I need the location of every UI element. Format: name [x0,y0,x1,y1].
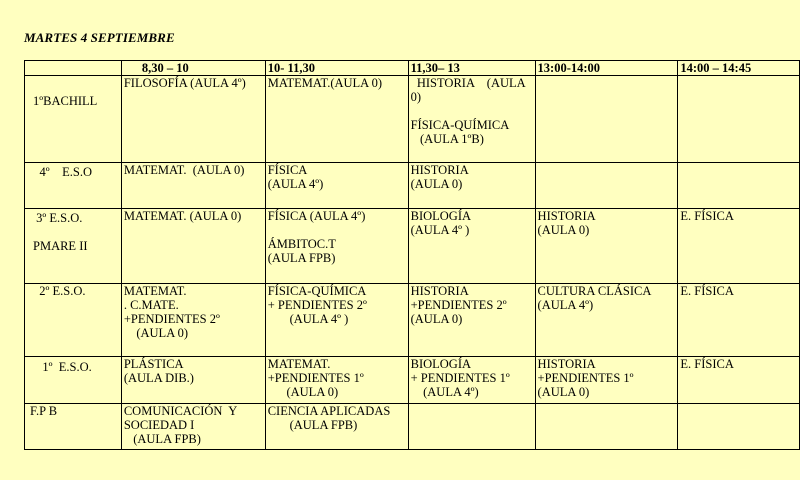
cell: MATEMAT. (AULA 0) [121,163,265,209]
row-fpb [25,404,800,450]
grade-label: 2º E.S.O. [25,284,122,357]
header-slot-3: 11,30– 13 [408,61,535,76]
cell: HISTORIA (AULA 0) FÍSICA-QUÍMICA (AULA 1ºB) [408,76,535,163]
cell [408,404,535,450]
header-row [25,61,800,76]
grade-label: 4º E.S.O [25,163,122,209]
header-corner [25,61,122,76]
row-4eso [25,163,800,209]
cell: HISTORIA +PENDIENTES 2º (AULA 0) [408,284,535,357]
cell [535,404,678,450]
cell [678,163,800,209]
cell: CIENCIA APLICADAS (AULA FPB) [265,404,408,450]
cell: HISTORIA (AULA 0) [408,163,535,209]
page-title: MARTES 4 SEPTIEMBRE [24,30,175,45]
cell: FÍSICA (AULA 4º) ÁMBITOC.T (AULA FPB) [265,209,408,284]
cell [678,76,800,163]
row-3eso [25,209,800,284]
cell: MATEMAT. . C.MATE. +PENDIENTES 2º (AULA 0) [121,284,265,357]
cell: MATEMAT. +PENDIENTES 1º (AULA 0) [265,357,408,404]
row-2eso [25,284,800,357]
row-1bachill [25,76,800,163]
grade-label: 1º E.S.O. [25,357,122,404]
schedule-table [24,60,800,450]
cell: HISTORIA (AULA 0) [535,209,678,284]
cell: FÍSICA-QUÍMICA + PENDIENTES 2º (AULA 4º ) [265,284,408,357]
header-slot-1: 8,30 – 10 [121,61,265,76]
cell: E. FÍSICA [678,284,800,357]
header-slot-2: 10- 11,30 [265,61,408,76]
cell: FÍSICA (AULA 4º) [265,163,408,209]
cell: MATEMAT.(AULA 0) [265,76,408,163]
cell [678,404,800,450]
header-slot-4: 13:00-14:00 [535,61,678,76]
cell: FILOSOFÍA (AULA 4º) [121,76,265,163]
cell [535,76,678,163]
grade-label: 1ºBACHILL [25,76,122,163]
grade-label: 3º E.S.O. PMARE II [25,209,122,284]
header-slot-5: 14:00 – 14:45 [678,61,800,76]
cell: HISTORIA +PENDIENTES 1º (AULA 0) [535,357,678,404]
cell: BIOLOGÍA + PENDIENTES 1º (AULA 4º) [408,357,535,404]
cell: CULTURA CLÁSICA (AULA 4º) [535,284,678,357]
row-1eso [25,357,800,404]
cell [535,163,678,209]
cell: COMUNICACIÓN Y SOCIEDAD I (AULA FPB) [121,404,265,450]
grade-label: F.P B [25,404,122,450]
cell: E. FÍSICA [678,357,800,404]
cell: BIOLOGÍA (AULA 4º ) [408,209,535,284]
cell: E. FÍSICA [678,209,800,284]
cell: MATEMAT. (AULA 0) [121,209,265,284]
cell: PLÁSTICA (AULA DIB.) [121,357,265,404]
